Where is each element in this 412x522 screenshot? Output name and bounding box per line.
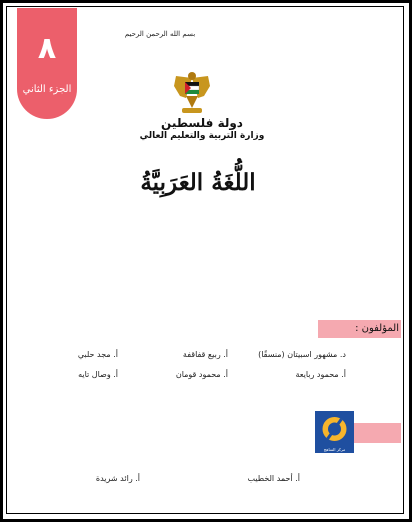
grade-number: ٨: [37, 31, 57, 66]
author-name: أ. محمود ربايعة: [295, 370, 346, 379]
grade-part-label: الجزء الثاني: [22, 84, 72, 95]
author-name: د. مشهور اسبيتان (منسقًا): [258, 350, 346, 359]
subject-title: اللُّغَةُ العَرَبِيَّةُ: [140, 169, 256, 196]
publisher-band: [354, 423, 401, 443]
author-name: أ. محمود قومان: [175, 370, 228, 379]
curriculum-center-logo: [315, 411, 354, 453]
author-name: أ. وصال تايه: [78, 370, 118, 379]
palestine-eagle-emblem: [172, 68, 212, 118]
author-name: أ. ربيع قفاقفة: [182, 350, 228, 359]
author-name: أ. رائد شريدة: [95, 474, 140, 483]
ministry-name: وزارة التربية والتعليم العالي: [139, 131, 265, 141]
author-name: أ. مجد حلبي: [77, 350, 118, 359]
authors-label: المؤلفون :: [355, 323, 399, 334]
basmala: بسم الله الرحمن الرحيم: [124, 30, 196, 38]
author-name: أ. أحمد الخطيب: [247, 474, 300, 483]
logo-caption: مركز المناهج: [323, 447, 346, 452]
grade-tab: [17, 8, 77, 119]
state-name: دولة فلسطين: [161, 116, 243, 130]
authors-label-band: [318, 320, 401, 338]
ministry-header: [138, 116, 266, 142]
